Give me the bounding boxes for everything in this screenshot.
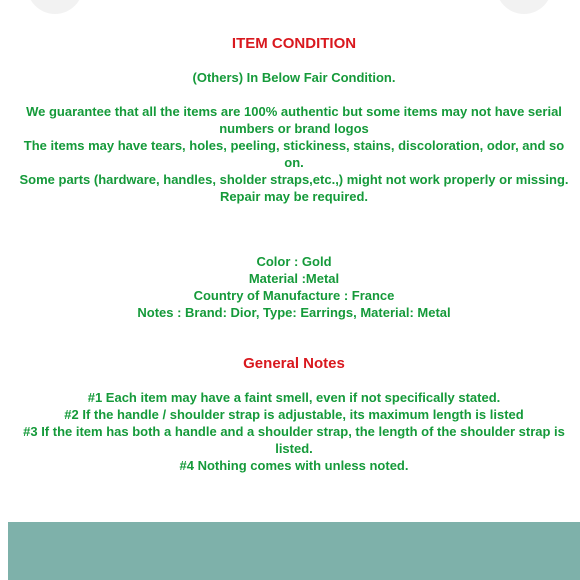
general-note-item: #2 If the handle / shoulder strap is adjustable, its maximum length is listed [64,407,524,422]
disclaimer-line: numbers or brand logos [219,121,369,136]
spec-color: Color : Gold [256,254,332,269]
spec-country: Country of Manufacture : France [193,288,395,303]
item-specs [8,253,580,321]
top-right-circle-button[interactable] [496,0,552,14]
spec-notes: Notes : Brand: Dior, Type: Earrings, Material: Metal [137,305,451,320]
general-notes-list [8,389,580,474]
footer-band [8,522,580,580]
disclaimer-line: The items may have tears, holes, peeling, stickiness, stains, discoloration, odor, and so [23,138,565,153]
spec-material: Material :Metal [248,271,340,286]
general-note-item: #3 If the item has both a handle and a shoulder strap, the length of the shoulder strap is [23,424,565,439]
top-left-circle-button[interactable] [27,0,83,14]
disclaimer-line: We guarantee that all the items are 100% authentic but some items may not have serial [26,104,562,119]
condition-disclaimer [8,103,580,205]
general-notes-heading: General Notes [243,355,345,372]
disclaimer-line: on. [284,155,304,170]
disclaimer-line: Some parts (hardware, handles, sholder straps,etc.,) might not work properly or missing. [19,172,569,187]
general-note-item: #4 Nothing comes with unless noted. [179,458,409,473]
general-note-item: #1 Each item may have a faint smell, even if not specifically stated. [87,390,501,405]
general-note-item: listed. [275,441,313,456]
item-condition-heading: ITEM CONDITION [231,35,357,52]
disclaimer-line: Repair may be required. [219,189,369,204]
condition-rank-text: (Others) In Below Fair Condition. [192,70,396,85]
